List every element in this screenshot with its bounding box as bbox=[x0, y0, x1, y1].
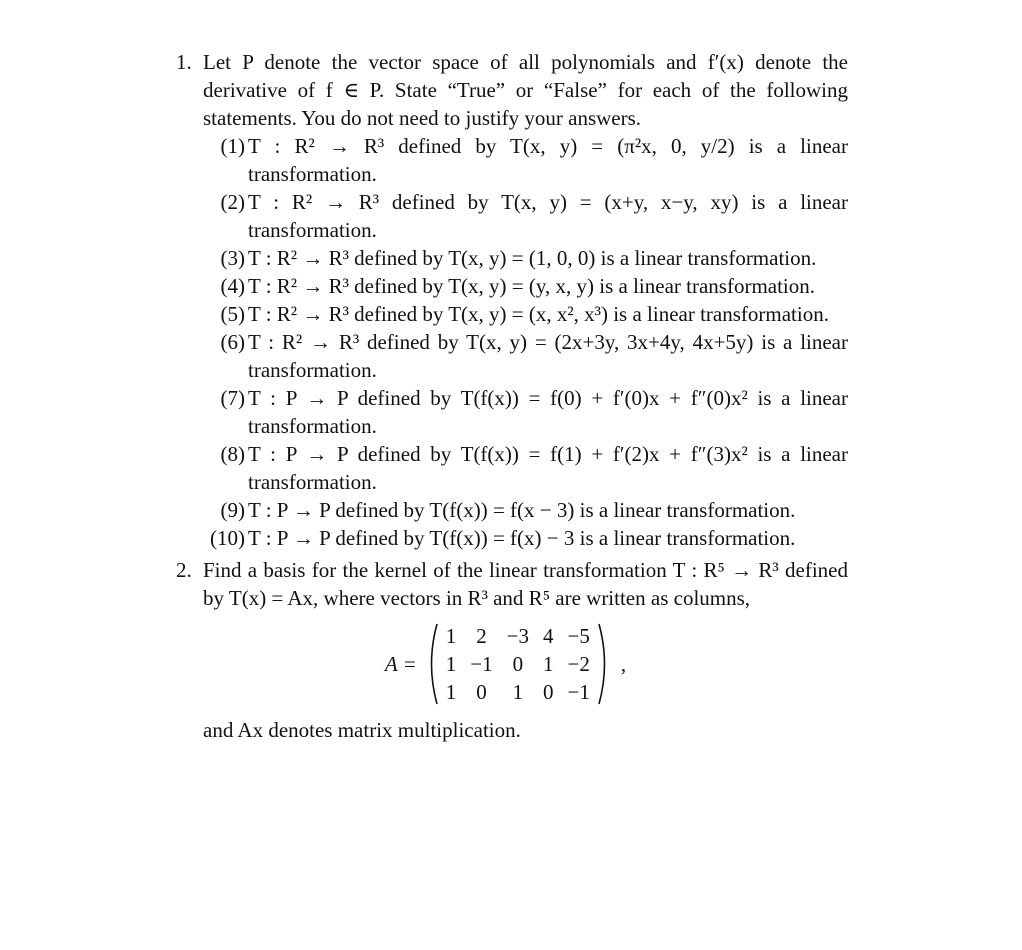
matrix-equation bbox=[163, 622, 848, 706]
statement-item bbox=[203, 496, 848, 524]
statement-item bbox=[203, 440, 848, 496]
document-page bbox=[176, 48, 848, 744]
problem-closing: and Ax denotes matrix multiplication. bbox=[203, 718, 521, 742]
matrix-entry: 2 bbox=[476, 624, 487, 648]
statement-item bbox=[203, 132, 848, 188]
matrix-row bbox=[439, 622, 597, 650]
matrix-entries bbox=[439, 622, 597, 706]
statement-number: (8) bbox=[220, 442, 245, 466]
matrix-row bbox=[439, 678, 597, 706]
statement-number: (10) bbox=[210, 526, 245, 550]
matrix-entry: −5 bbox=[567, 624, 590, 648]
statement-text: T : R² → R³ defined by T(x, y) = (x+y, x−y, xy) is a linear transformation. bbox=[248, 190, 848, 242]
matrix-entry: −1 bbox=[567, 680, 590, 704]
matrix-suffix: , bbox=[620, 652, 627, 676]
problem-intro: Find a basis for the kernel of the linear transformation T : R⁵ → R³ defined by T(x) = Ax, where vectors in R³ and R⁵ are written as columns, bbox=[203, 558, 848, 610]
statement-text: T : R² → R³ defined by T(x, y) = (2x+3y, 3x+4y, 4x+5y) is a linear transformation. bbox=[248, 330, 848, 382]
matrix-label: A = bbox=[384, 652, 417, 676]
statement-number: (5) bbox=[220, 302, 245, 326]
statement-item bbox=[203, 272, 848, 300]
right-paren bbox=[597, 622, 611, 706]
matrix-A bbox=[425, 622, 611, 706]
statement-number: (2) bbox=[220, 190, 245, 214]
left-paren bbox=[425, 622, 439, 706]
statement-number: (9) bbox=[220, 498, 245, 522]
statement-text: T : R² → R³ defined by T(x, y) = (x, x², x³) is a linear transformation. bbox=[248, 302, 829, 326]
matrix-entry: −1 bbox=[470, 652, 493, 676]
statement-item bbox=[203, 188, 848, 244]
statement-text: T : R² → R³ defined by T(x, y) = (1, 0, 0) is a linear transformation. bbox=[248, 246, 817, 270]
matrix-entry: 1 bbox=[445, 624, 457, 648]
statement-text: T : P → P defined by T(f(x)) = f(1) + f′(2)x + f″(3)x² is a linear transformation. bbox=[248, 442, 848, 494]
problem-intro: Let P denote the vector space of all polynomials and f′(x) denote the derivative of f ∈ P. State “True” or “False” for each of the following statements. You do not need to justify your answers. bbox=[203, 50, 848, 130]
statement-text: T : P → P defined by T(f(x)) = f(x − 3) is a linear transformation. bbox=[248, 498, 796, 522]
problem-number: 2. bbox=[176, 558, 192, 582]
problem-2 bbox=[176, 556, 848, 744]
statement-list bbox=[203, 132, 848, 552]
statement-item bbox=[203, 328, 848, 384]
statement-number: (7) bbox=[220, 386, 245, 410]
matrix-entry: −3 bbox=[506, 624, 529, 648]
statement-number: (3) bbox=[220, 246, 245, 270]
statement-text: T : R² → R³ defined by T(x, y) = (π²x, 0, y/2) is a linear transformation. bbox=[248, 134, 848, 186]
matrix-entry: 1 bbox=[445, 680, 457, 704]
problem-1 bbox=[176, 48, 848, 552]
statement-number: (1) bbox=[220, 134, 245, 158]
statement-text: T : R² → R³ defined by T(x, y) = (y, x, y) is a linear transformation. bbox=[248, 274, 816, 298]
statement-item bbox=[203, 524, 848, 552]
matrix-entry: 4 bbox=[542, 624, 554, 648]
statement-item bbox=[203, 244, 848, 272]
matrix-entry: 0 bbox=[542, 680, 554, 704]
statement-number: (6) bbox=[220, 330, 245, 354]
statement-number: (4) bbox=[220, 274, 245, 298]
matrix-row bbox=[439, 650, 597, 678]
matrix-entry: −2 bbox=[567, 652, 590, 676]
statement-item bbox=[203, 384, 848, 440]
matrix-entry: 0 bbox=[476, 680, 487, 704]
problem-number: 1. bbox=[176, 50, 192, 74]
matrix-entry: 1 bbox=[542, 652, 554, 676]
matrix-entry: 1 bbox=[445, 652, 457, 676]
matrix-entry: 0 bbox=[512, 652, 524, 676]
statement-item bbox=[203, 300, 848, 328]
statement-text: T : P → P defined by T(f(x)) = f(x) − 3 is a linear transformation. bbox=[248, 526, 796, 550]
matrix-entry: 1 bbox=[512, 680, 524, 704]
statement-text: T : P → P defined by T(f(x)) = f(0) + f′(0)x + f″(0)x² is a linear transformation. bbox=[248, 386, 848, 438]
